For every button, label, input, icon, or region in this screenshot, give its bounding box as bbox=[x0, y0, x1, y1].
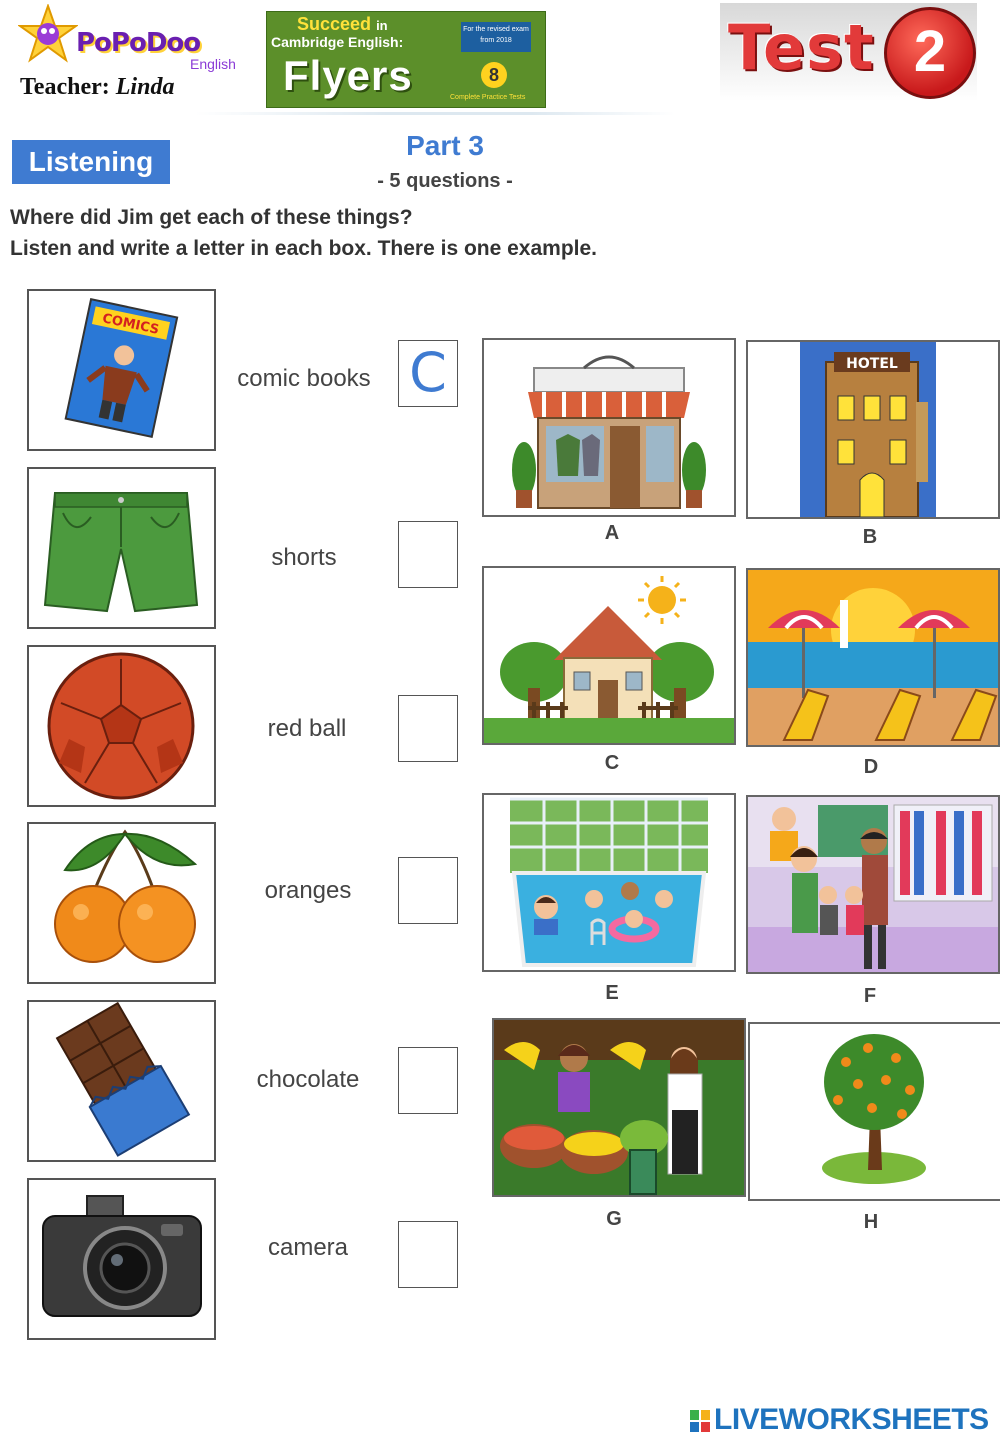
test-banner bbox=[720, 3, 977, 101]
shorts-icon bbox=[29, 469, 214, 627]
item-picture-oranges bbox=[27, 822, 216, 984]
picture-b-hotel bbox=[746, 340, 1000, 519]
answer-box-oranges[interactable] bbox=[398, 857, 458, 924]
item-label-comic-books: comic books bbox=[237, 365, 371, 392]
answer-box-comic-books[interactable]: C bbox=[398, 340, 458, 407]
instruction-task: Listen and write a letter in each box. There is one example. bbox=[10, 237, 598, 260]
hotel-sign: HOTEL bbox=[846, 356, 898, 372]
picture-letter-f: F bbox=[863, 985, 877, 1007]
book-badge: For the revised exam from 2018 bbox=[461, 22, 531, 52]
ball-icon bbox=[29, 647, 214, 805]
chocolate-icon bbox=[29, 1002, 214, 1160]
house-icon bbox=[484, 568, 734, 743]
book-in: in bbox=[376, 18, 388, 33]
beach-icon bbox=[748, 570, 998, 745]
logo-name: PoPoDoo bbox=[76, 28, 201, 58]
header-divider bbox=[195, 112, 675, 115]
teacher-line bbox=[20, 74, 174, 101]
liveworksheets-logo-icon bbox=[690, 1410, 710, 1432]
answer-box-shorts[interactable] bbox=[398, 521, 458, 588]
listening-badge: Listening bbox=[12, 140, 170, 184]
comic-book-icon bbox=[29, 291, 214, 449]
picture-letter-a: A bbox=[604, 522, 620, 544]
picture-h-orange-tree bbox=[748, 1022, 1000, 1201]
clothes-shop-icon bbox=[484, 340, 734, 515]
item-label-red-ball: red ball bbox=[267, 715, 347, 742]
liveworksheets-text: LIVEWORKSHEETS bbox=[714, 1403, 989, 1436]
item-label-chocolate: chocolate bbox=[256, 1066, 360, 1093]
picture-letter-c: C bbox=[604, 752, 620, 774]
item-picture-chocolate bbox=[27, 1000, 216, 1162]
popodoo-logo bbox=[18, 4, 238, 74]
picture-e-swimming-pool bbox=[482, 793, 736, 972]
book-number: 8 bbox=[481, 62, 507, 88]
comic-title: COMICS bbox=[100, 311, 161, 338]
book-subtitle: Complete Practice Tests bbox=[450, 94, 526, 101]
question-count: - 5 questions - bbox=[377, 170, 513, 192]
item-picture-shorts bbox=[27, 467, 216, 629]
picture-letter-h: H bbox=[863, 1211, 879, 1233]
picture-letter-b: B bbox=[862, 526, 878, 548]
oranges-icon bbox=[29, 824, 214, 982]
logo-sub: English bbox=[190, 56, 236, 72]
item-picture-comic-books bbox=[27, 289, 216, 451]
teacher-label: Teacher: bbox=[20, 74, 110, 100]
item-label-shorts: shorts bbox=[271, 544, 337, 571]
item-label-oranges: oranges bbox=[264, 877, 352, 904]
star-mascot-icon bbox=[18, 4, 78, 64]
item-picture-red-ball bbox=[27, 645, 216, 807]
picture-g-market bbox=[492, 1018, 746, 1197]
book-succeed bbox=[297, 14, 388, 35]
item-picture-camera bbox=[27, 1178, 216, 1340]
book-cover bbox=[266, 11, 546, 108]
picture-letter-g: G bbox=[606, 1208, 622, 1230]
test-number: 2 bbox=[884, 7, 976, 99]
picture-letter-e: E bbox=[605, 982, 619, 1004]
test-word: Test bbox=[728, 11, 875, 84]
orange-tree-icon bbox=[750, 1024, 1000, 1199]
camera-icon bbox=[29, 1180, 214, 1338]
picture-f-sweet-shop bbox=[746, 795, 1000, 974]
picture-c-house bbox=[482, 566, 736, 745]
hotel-icon bbox=[748, 342, 998, 517]
answer-box-camera[interactable] bbox=[398, 1221, 458, 1288]
liveworksheets-brand bbox=[690, 1403, 989, 1437]
answer-box-red-ball[interactable] bbox=[398, 695, 458, 762]
picture-letter-d: D bbox=[863, 756, 879, 778]
item-label-camera: camera bbox=[267, 1234, 349, 1261]
book-flyers: Flyers bbox=[283, 52, 413, 99]
market-icon bbox=[494, 1020, 744, 1195]
part-title: Part 3 bbox=[406, 130, 484, 161]
picture-a-clothes-shop bbox=[482, 338, 736, 517]
book-succeed-word: Succeed bbox=[297, 14, 372, 34]
swimming-pool-icon bbox=[484, 795, 734, 970]
instruction-question: Where did Jim get each of these things? bbox=[10, 206, 413, 229]
teacher-name: Linda bbox=[115, 74, 175, 100]
picture-d-beach bbox=[746, 568, 1000, 747]
sweet-shop-icon bbox=[748, 797, 998, 972]
book-cambridge: Cambridge English: bbox=[271, 34, 404, 50]
answer-box-chocolate[interactable] bbox=[398, 1047, 458, 1114]
